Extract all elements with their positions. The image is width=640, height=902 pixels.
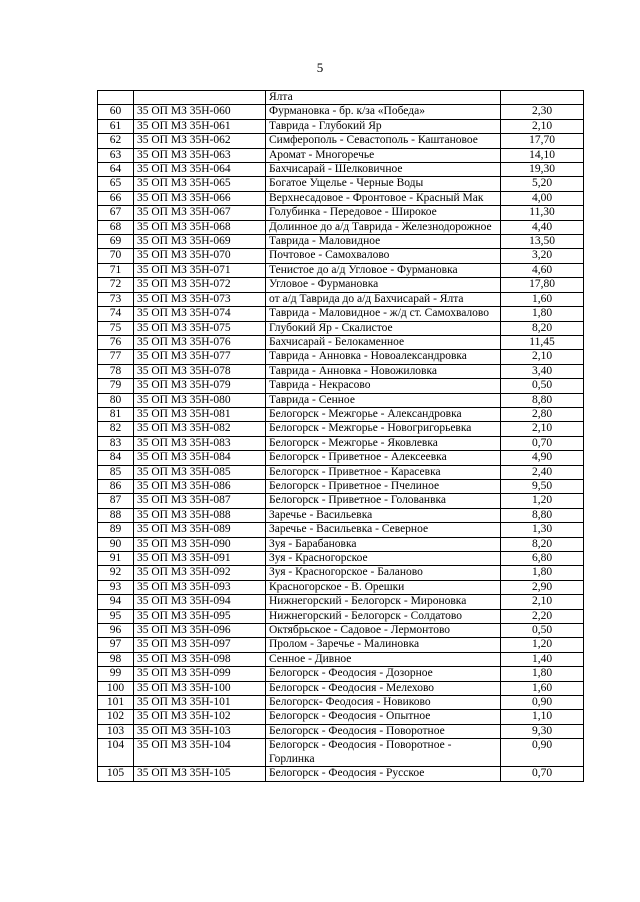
cell-code: 35 ОП МЗ 35Н-085: [134, 465, 266, 479]
cell-length: 0,70: [501, 436, 584, 450]
cell-number: 103: [98, 724, 134, 738]
cell-length: 19,30: [501, 163, 584, 177]
cell-code: 35 ОП МЗ 35Н-074: [134, 307, 266, 321]
table-row: [98, 292, 584, 306]
cell-code: [134, 91, 266, 105]
table-row: [98, 595, 584, 609]
cell-code: 35 ОП МЗ 35Н-088: [134, 508, 266, 522]
cell-road-name: Белогорск - Межгорье - Яковлевка: [266, 436, 501, 450]
cell-length: 1,20: [501, 638, 584, 652]
cell-road-name: Белогорск - Феодосия - Дозорное: [266, 667, 501, 681]
cell-number: 86: [98, 479, 134, 493]
cell-length: 2,10: [501, 119, 584, 133]
cell-number: 73: [98, 292, 134, 306]
table-row: [98, 508, 584, 522]
table-row: [98, 537, 584, 551]
cell-number: 82: [98, 422, 134, 436]
cell-number: 63: [98, 148, 134, 162]
table-row: [98, 566, 584, 580]
table-row: [98, 710, 584, 724]
table-row: [98, 119, 584, 133]
cell-code: 35 ОП МЗ 35Н-098: [134, 652, 266, 666]
cell-length: 4,00: [501, 191, 584, 205]
cell-code: 35 ОП МЗ 35Н-082: [134, 422, 266, 436]
cell-length: 13,50: [501, 235, 584, 249]
cell-length: 3,40: [501, 364, 584, 378]
table-row: [98, 249, 584, 263]
cell-length: 0,50: [501, 624, 584, 638]
table-row: [98, 667, 584, 681]
cell-number: 72: [98, 278, 134, 292]
cell-length: 1,60: [501, 681, 584, 695]
cell-length: 4,90: [501, 451, 584, 465]
cell-number: 62: [98, 134, 134, 148]
cell-number: 60: [98, 105, 134, 119]
cell-road-name: Белогорск - Феодосия - Поворотное: [266, 724, 501, 738]
cell-length: 0,90: [501, 696, 584, 710]
cell-number: 83: [98, 436, 134, 450]
cell-number: 100: [98, 681, 134, 695]
cell-length: 2,10: [501, 595, 584, 609]
table-row: [98, 364, 584, 378]
cell-code: 35 ОП МЗ 35Н-061: [134, 119, 266, 133]
cell-code: 35 ОП МЗ 35Н-099: [134, 667, 266, 681]
cell-road-name: Белогорск - Феодосия - Русское: [266, 767, 501, 781]
cell-road-name: Заречье - Васильевка: [266, 508, 501, 522]
cell-number: 64: [98, 163, 134, 177]
cell-road-name: Богатое Ущелье - Черные Воды: [266, 177, 501, 191]
cell-road-name: Белогорск - Приветное - Карасевка: [266, 465, 501, 479]
cell-code: 35 ОП МЗ 35Н-060: [134, 105, 266, 119]
cell-code: 35 ОП МЗ 35Н-104: [134, 739, 266, 767]
table-row: [98, 552, 584, 566]
cell-length: 3,20: [501, 249, 584, 263]
cell-road-name: Фурмановка - бр. к/за «Победа»: [266, 105, 501, 119]
cell-length: [501, 91, 584, 105]
cell-code: 35 ОП МЗ 35Н-071: [134, 263, 266, 277]
cell-number: 92: [98, 566, 134, 580]
cell-number: 91: [98, 552, 134, 566]
cell-road-name: Нижнегорский - Белогорск - Мироновка: [266, 595, 501, 609]
cell-length: 1,30: [501, 523, 584, 537]
cell-number: 89: [98, 523, 134, 537]
cell-code: 35 ОП МЗ 35Н-062: [134, 134, 266, 148]
cell-length: 8,80: [501, 508, 584, 522]
table-row: [98, 609, 584, 623]
cell-road-name: Пролом - Заречье - Малиновка: [266, 638, 501, 652]
cell-length: 2,40: [501, 465, 584, 479]
cell-number: 75: [98, 321, 134, 335]
cell-road-name: Белогорск - Феодосия - Опытное: [266, 710, 501, 724]
cell-road-name: Белогорск - Приветное - Пчелиное: [266, 479, 501, 493]
cell-length: 9,30: [501, 724, 584, 738]
cell-code: 35 ОП МЗ 35Н-092: [134, 566, 266, 580]
cell-length: 2,90: [501, 580, 584, 594]
cell-length: 17,70: [501, 134, 584, 148]
table-row: [98, 263, 584, 277]
cell-road-name: Таврида - Глубокий Яр: [266, 119, 501, 133]
table-row: [98, 206, 584, 220]
cell-number: 71: [98, 263, 134, 277]
table-row: [98, 494, 584, 508]
table-row: [98, 739, 584, 767]
table-row: [98, 235, 584, 249]
cell-number: 94: [98, 595, 134, 609]
cell-code: 35 ОП МЗ 35Н-101: [134, 696, 266, 710]
cell-length: 1,60: [501, 292, 584, 306]
table-row: [98, 681, 584, 695]
roads-table-body: [98, 91, 584, 782]
cell-road-name: Долинное до а/д Таврида - Железнодорожное: [266, 220, 501, 234]
cell-code: 35 ОП МЗ 35Н-097: [134, 638, 266, 652]
cell-road-name: Зуя - Красногорское: [266, 552, 501, 566]
cell-code: 35 ОП МЗ 35Н-073: [134, 292, 266, 306]
cell-road-name: Угловое - Фурмановка: [266, 278, 501, 292]
cell-length: 1,80: [501, 667, 584, 681]
cell-length: 17,80: [501, 278, 584, 292]
cell-length: 4,40: [501, 220, 584, 234]
cell-code: 35 ОП МЗ 35Н-087: [134, 494, 266, 508]
table-row: [98, 465, 584, 479]
table-row: [98, 436, 584, 450]
cell-code: 35 ОП МЗ 35Н-064: [134, 163, 266, 177]
cell-code: 35 ОП МЗ 35Н-063: [134, 148, 266, 162]
cell-length: 8,20: [501, 537, 584, 551]
roads-table: [97, 90, 584, 782]
cell-number: 74: [98, 307, 134, 321]
cell-number: 99: [98, 667, 134, 681]
cell-road-name: Таврида - Маловидное: [266, 235, 501, 249]
cell-code: 35 ОП МЗ 35Н-081: [134, 407, 266, 421]
cell-length: 4,60: [501, 263, 584, 277]
cell-code: 35 ОП МЗ 35Н-083: [134, 436, 266, 450]
cell-length: 11,45: [501, 335, 584, 349]
cell-number: 102: [98, 710, 134, 724]
cell-length: 2,10: [501, 350, 584, 364]
cell-length: 0,50: [501, 379, 584, 393]
table-row: [98, 321, 584, 335]
table-row: [98, 422, 584, 436]
cell-number: 98: [98, 652, 134, 666]
cell-number: 68: [98, 220, 134, 234]
cell-code: 35 ОП МЗ 35Н-077: [134, 350, 266, 364]
cell-road-name: Зуя - Барабановка: [266, 537, 501, 551]
table-row: [98, 191, 584, 205]
cell-number: 69: [98, 235, 134, 249]
cell-road-name: Верхнесадовое - Фронтовое - Красный Мак: [266, 191, 501, 205]
cell-number: 93: [98, 580, 134, 594]
table-row: [98, 652, 584, 666]
table-row: [98, 177, 584, 191]
cell-number: 87: [98, 494, 134, 508]
cell-number: 101: [98, 696, 134, 710]
cell-road-name: Тенистое до а/д Угловое - Фурмановка: [266, 263, 501, 277]
table-row: [98, 479, 584, 493]
cell-code: 35 ОП МЗ 35Н-069: [134, 235, 266, 249]
table-row: [98, 451, 584, 465]
cell-length: 2,80: [501, 407, 584, 421]
cell-road-name: от а/д Таврида до а/д Бахчисарай - Ялта: [266, 292, 501, 306]
cell-number: 76: [98, 335, 134, 349]
cell-road-name: Зуя - Красногорское - Баланово: [266, 566, 501, 580]
cell-number: 70: [98, 249, 134, 263]
cell-number: 104: [98, 739, 134, 767]
cell-road-name: Белогорск - Приветное - Голованвка: [266, 494, 501, 508]
table-row: [98, 307, 584, 321]
cell-road-name: Таврида - Анновка - Новоалександровка: [266, 350, 501, 364]
table-row: [98, 148, 584, 162]
cell-code: 35 ОП МЗ 35Н-103: [134, 724, 266, 738]
cell-length: 2,20: [501, 609, 584, 623]
cell-road-name: Белогорск - Межгорье - Александровка: [266, 407, 501, 421]
cell-road-name: Белогорск - Феодосия - Поворотное - Горлинка: [266, 739, 501, 767]
cell-number: 96: [98, 624, 134, 638]
cell-length: 2,10: [501, 422, 584, 436]
table-row: [98, 105, 584, 119]
table-row: [98, 580, 584, 594]
table-row: [98, 335, 584, 349]
cell-code: 35 ОП МЗ 35Н-091: [134, 552, 266, 566]
cell-code: 35 ОП МЗ 35Н-102: [134, 710, 266, 724]
cell-length: 2,30: [501, 105, 584, 119]
cell-length: 1,40: [501, 652, 584, 666]
cell-length: 8,80: [501, 393, 584, 407]
cell-length: 0,90: [501, 739, 584, 767]
cell-length: 9,50: [501, 479, 584, 493]
cell-code: 35 ОП МЗ 35Н-075: [134, 321, 266, 335]
cell-road-name: Белогорск - Межгорье - Новогригорьевка: [266, 422, 501, 436]
table-row: [98, 724, 584, 738]
cell-number: 78: [98, 364, 134, 378]
cell-number: 105: [98, 767, 134, 781]
table-row: [98, 523, 584, 537]
cell-road-name: Таврида - Анновка - Новожиловка: [266, 364, 501, 378]
table-row: [98, 624, 584, 638]
cell-code: 35 ОП МЗ 35Н-070: [134, 249, 266, 263]
page-number: 5: [316, 60, 324, 75]
cell-number: 97: [98, 638, 134, 652]
cell-code: 35 ОП МЗ 35Н-079: [134, 379, 266, 393]
table-row: [98, 393, 584, 407]
cell-road-name: Ялта: [266, 91, 501, 105]
cell-number: 66: [98, 191, 134, 205]
cell-number: 77: [98, 350, 134, 364]
cell-code: 35 ОП МЗ 35Н-078: [134, 364, 266, 378]
cell-road-name: Почтовое - Самохвалово: [266, 249, 501, 263]
cell-number: [98, 91, 134, 105]
table-row: [98, 163, 584, 177]
cell-length: 14,10: [501, 148, 584, 162]
cell-code: 35 ОП МЗ 35Н-065: [134, 177, 266, 191]
cell-road-name: Аромат - Многоречье: [266, 148, 501, 162]
cell-road-name: Таврида - Сенное: [266, 393, 501, 407]
table-row: [98, 767, 584, 781]
table-row-continuation: [98, 91, 584, 105]
cell-road-name: Бахчисарай - Шелковичное: [266, 163, 501, 177]
cell-code: 35 ОП МЗ 35Н-094: [134, 595, 266, 609]
cell-code: 35 ОП МЗ 35Н-093: [134, 580, 266, 594]
table-row: [98, 220, 584, 234]
cell-length: 0,70: [501, 767, 584, 781]
cell-code: 35 ОП МЗ 35Н-084: [134, 451, 266, 465]
cell-code: 35 ОП МЗ 35Н-090: [134, 537, 266, 551]
cell-road-name: Голубинка - Передовое - Широкое: [266, 206, 501, 220]
cell-number: 88: [98, 508, 134, 522]
cell-length: 8,20: [501, 321, 584, 335]
cell-length: 1,10: [501, 710, 584, 724]
cell-road-name: Заречье - Васильевка - Северное: [266, 523, 501, 537]
cell-length: 11,30: [501, 206, 584, 220]
cell-road-name: Нижнегорский - Белогорск - Солдатово: [266, 609, 501, 623]
cell-code: 35 ОП МЗ 35Н-089: [134, 523, 266, 537]
cell-number: 81: [98, 407, 134, 421]
cell-code: 35 ОП МЗ 35Н-100: [134, 681, 266, 695]
cell-road-name: Красногорское - В. Орешки: [266, 580, 501, 594]
cell-number: 85: [98, 465, 134, 479]
cell-road-name: Белогорск- Феодосия - Новиково: [266, 696, 501, 710]
table-row: [98, 407, 584, 421]
cell-code: 35 ОП МЗ 35Н-105: [134, 767, 266, 781]
cell-length: 1,80: [501, 566, 584, 580]
cell-road-name: Симферополь - Севастополь - Каштановое: [266, 134, 501, 148]
cell-number: 80: [98, 393, 134, 407]
cell-road-name: Сенное - Дивное: [266, 652, 501, 666]
cell-length: 6,80: [501, 552, 584, 566]
cell-road-name: Таврида - Некрасово: [266, 379, 501, 393]
cell-road-name: Белогорск - Феодосия - Мелехово: [266, 681, 501, 695]
cell-code: 35 ОП МЗ 35Н-072: [134, 278, 266, 292]
cell-number: 67: [98, 206, 134, 220]
cell-code: 35 ОП МЗ 35Н-080: [134, 393, 266, 407]
cell-number: 95: [98, 609, 134, 623]
cell-length: 5,20: [501, 177, 584, 191]
cell-code: 35 ОП МЗ 35Н-076: [134, 335, 266, 349]
cell-code: 35 ОП МЗ 35Н-068: [134, 220, 266, 234]
table-row: [98, 379, 584, 393]
table-row: [98, 350, 584, 364]
table-row: [98, 638, 584, 652]
cell-road-name: Глубокий Яр - Скалистое: [266, 321, 501, 335]
cell-code: 35 ОП МЗ 35Н-095: [134, 609, 266, 623]
cell-road-name: Бахчисарай - Белокаменное: [266, 335, 501, 349]
cell-length: 1,80: [501, 307, 584, 321]
cell-code: 35 ОП МЗ 35Н-066: [134, 191, 266, 205]
cell-number: 61: [98, 119, 134, 133]
cell-number: 90: [98, 537, 134, 551]
cell-code: 35 ОП МЗ 35Н-096: [134, 624, 266, 638]
cell-number: 79: [98, 379, 134, 393]
cell-number: 84: [98, 451, 134, 465]
table-row: [98, 278, 584, 292]
table-row: [98, 134, 584, 148]
cell-road-name: Октябрьское - Садовое - Лермонтово: [266, 624, 501, 638]
cell-road-name: Таврида - Маловидное - ж/д ст. Самохвалово: [266, 307, 501, 321]
cell-code: 35 ОП МЗ 35Н-086: [134, 479, 266, 493]
table-row: [98, 696, 584, 710]
cell-number: 65: [98, 177, 134, 191]
cell-code: 35 ОП МЗ 35Н-067: [134, 206, 266, 220]
cell-road-name: Белогорск - Приветное - Алексеевка: [266, 451, 501, 465]
cell-length: 1,20: [501, 494, 584, 508]
